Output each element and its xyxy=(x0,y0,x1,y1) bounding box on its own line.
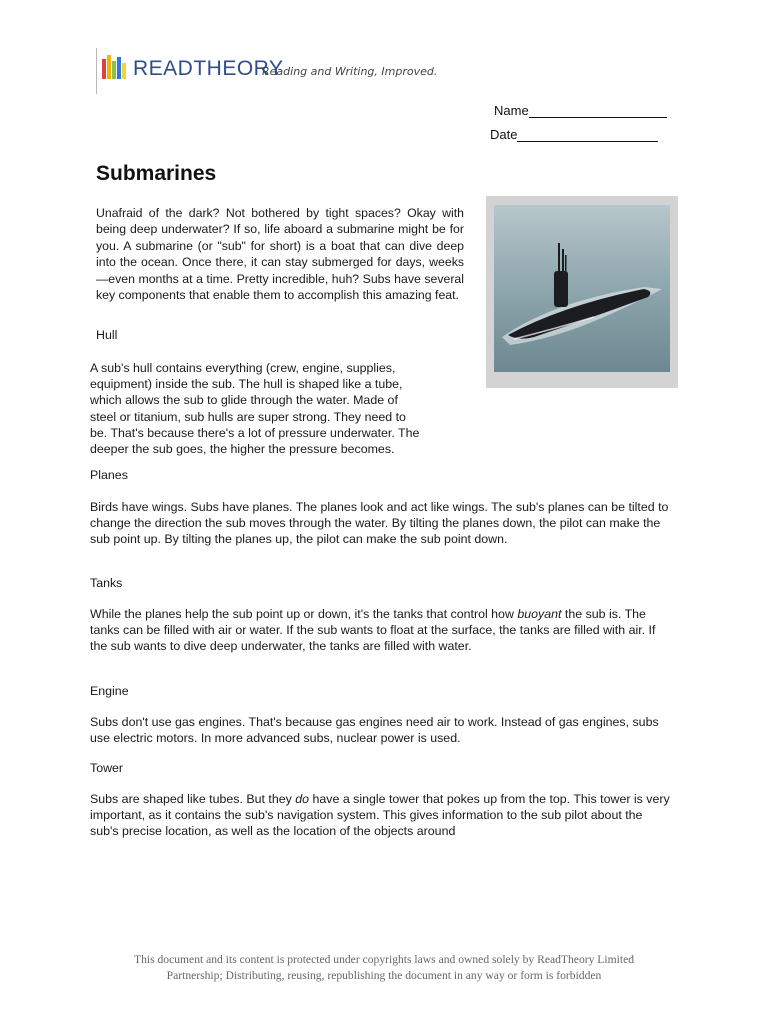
tower-text-before: Subs are shaped like tubes. But they xyxy=(90,792,296,806)
section-text-tower xyxy=(90,791,670,840)
date-label: Date xyxy=(490,127,518,142)
tanks-emphasis: buoyant xyxy=(517,607,562,621)
section-text-planes: Birds have wings. Subs have planes. The planes look and act like wings. The sub's planes can be tilted to change the direction the sub moves through the water. By tilting the planes down, the pilot can make the sub point up. By tilting the planes up, the pilot can make the sub point down. xyxy=(90,500,669,547)
page-title: Submarines xyxy=(96,162,217,185)
brand-tagline: Reading and Writing, Improved. xyxy=(262,65,438,78)
brand-name: READTHEORY xyxy=(133,57,284,80)
section-text-tanks xyxy=(90,606,670,655)
date-line xyxy=(517,127,658,142)
tanks-text-after: the sub is. The tanks can be filled with air or water. If the sub wants to float at the surface, the tanks are filled with air. If the sub wants to dive deep underwater, the tanks are filled with water. xyxy=(90,607,656,654)
footer-line-2: Partnership; Distributing, reusing, republishing the document in any way or form is forbidden xyxy=(166,969,602,982)
section-text-engine: Subs don't use gas engines. That's because gas engines need air to work. Instead of gas engines, subs use electric motors. In more advanced subs, nuclear power is used. xyxy=(90,715,659,746)
name-label: Name xyxy=(494,103,529,118)
tower-emphasis: do xyxy=(295,792,310,806)
section-heading-planes: Planes xyxy=(90,468,128,482)
section-heading-tanks: Tanks xyxy=(90,576,123,590)
bookshelf-icon xyxy=(102,55,128,79)
tanks-text-before: While the planes help the sub point up or down, it's the tanks that control how xyxy=(90,607,518,621)
name-field xyxy=(494,103,667,118)
section-heading-engine: Engine xyxy=(90,684,129,698)
section-text-hull-part xyxy=(90,360,420,457)
tower-text-after: have a single tower that pokes up from the top. This tower is very important, as it contains the sub's navigation system. This gives information to the sub pilot about the sub's precise location, as well as the location of the objects around xyxy=(90,792,670,839)
section-text-hull xyxy=(90,360,670,457)
logo-divider xyxy=(96,48,97,94)
copyright-footer xyxy=(60,952,708,984)
name-line xyxy=(529,103,667,118)
footer-line-1: This document and its content is protected under copyrights laws and owned solely by ReadTheory Limited xyxy=(133,953,635,966)
date-field xyxy=(490,127,658,142)
section-text-hull-body: A sub's hull contains everything (crew, engine, supplies, equipment) inside the sub. The hull is shaped like a tube, which allows the sub to glide through the water. Made of steel or titanium, sub hulls are super strong. They need to be. That's because there's a lot of pressure underwater. The deeper the sub goes, the higher the pressure becomes. xyxy=(90,361,420,457)
intro-paragraph: Unafraid of the dark? Not bothered by tight spaces? Okay with being deep underwater? If so, life aboard a submarine might be for you. A submarine (or "sub" for short) is a boat that can dive deep into the ocean. Once there, it can stay submerged for days, weeks—even months at a time. Pretty incredible, huh? Subs have several key components that enable them to accomplish this amazing feat. xyxy=(96,206,464,303)
section-heading-hull: Hull xyxy=(96,328,118,342)
submarine-photo xyxy=(494,205,670,372)
section-heading-tower: Tower xyxy=(90,761,124,775)
